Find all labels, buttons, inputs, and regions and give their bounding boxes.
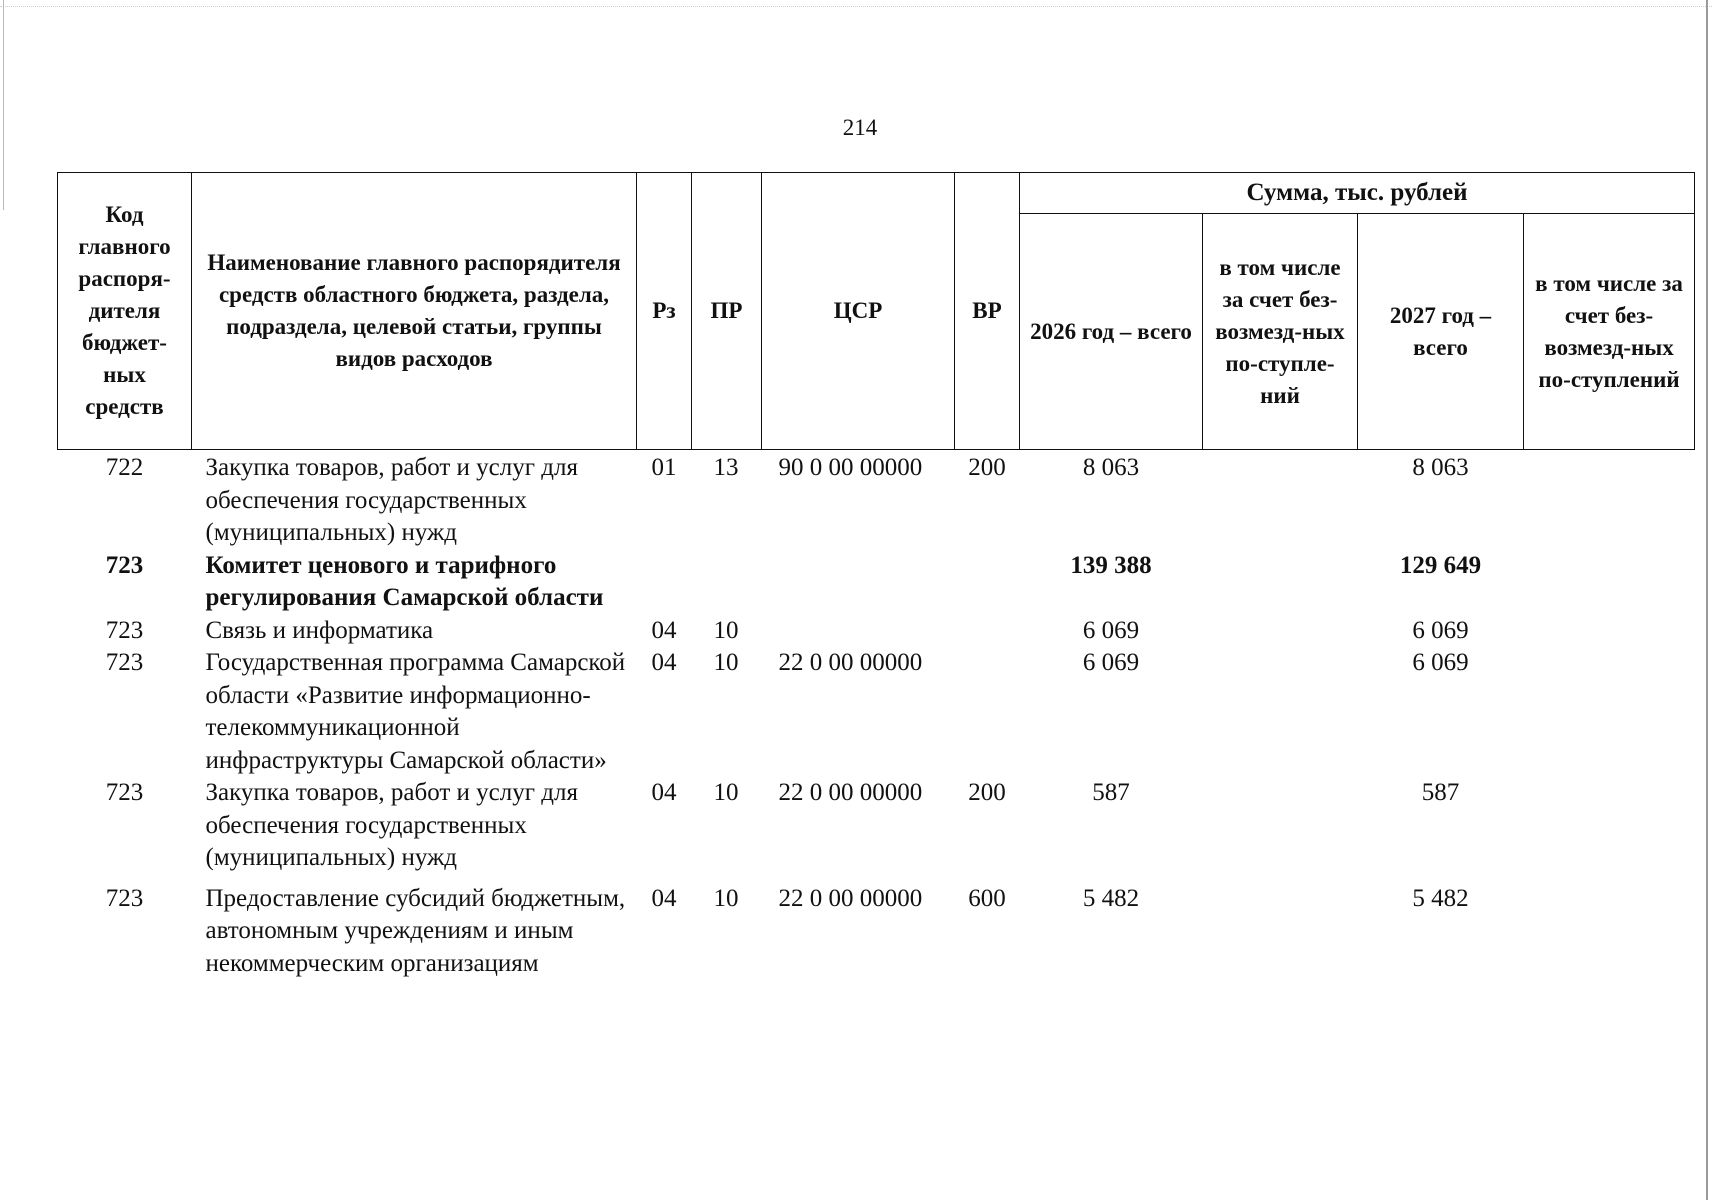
- cell-csr: [762, 550, 955, 615]
- header-csr: ЦСР: [762, 173, 955, 450]
- budget-table: [57, 172, 1695, 980]
- cell-2026-total: 8 063: [1082, 454, 1140, 481]
- cell-2026-total: 6 069: [1082, 616, 1140, 644]
- cell-name: Предоставление субсидий бюджетным, автономным учреждениям и иным некоммерческим организациям: [205, 884, 626, 977]
- table-header: [58, 173, 1695, 450]
- header-name: Наименование главного распорядителя средств областного бюджета, раздела, подраздела, целевой статьи, группы видов расходов: [192, 173, 637, 450]
- page-scan-edge-left: [3, 0, 4, 210]
- table-row: [58, 615, 1695, 648]
- header-rz: Рз: [637, 173, 692, 450]
- cell-name: Государственная программа Самарской области «Развитие информационно-телекоммуникационной инфраструктуры Самарской области»: [205, 649, 626, 774]
- cell-csr: 22 0 00 00000: [778, 779, 923, 806]
- header-2027-grants: в том числе за счет без-возмезд-ных по-ступлений: [1524, 214, 1695, 450]
- cell-2026-total: 6 069: [1082, 649, 1140, 676]
- cell-2027-grants: [1524, 777, 1695, 875]
- cell-2026-grants: [1203, 647, 1358, 777]
- table-body: [58, 450, 1695, 981]
- table-row: [58, 450, 1695, 550]
- header-2027-total: 2027 год – всего: [1358, 214, 1524, 450]
- cell-pr: 10: [713, 779, 739, 806]
- header-2026-grants: в том числе за счет без-возмезд-ных по-ступле-ний: [1203, 214, 1358, 450]
- cell-2026-total: 139 388: [1070, 551, 1152, 579]
- cell-2027-total: 8 063: [1412, 454, 1469, 481]
- cell-rz: 01: [651, 454, 677, 481]
- header-2026-total: 2026 год – всего: [1020, 214, 1203, 450]
- cell-pr: 10: [713, 649, 739, 676]
- cell-vr: 600: [968, 884, 1006, 912]
- cell-pr: 10: [713, 616, 739, 644]
- page-number: 214: [842, 115, 878, 140]
- cell-csr: 22 0 00 00000: [778, 649, 923, 676]
- cell-2027-grants: [1524, 615, 1695, 648]
- cell-rz: 04: [651, 884, 677, 912]
- table-row: [58, 875, 1695, 981]
- cell-code: 723: [105, 779, 144, 806]
- cell-code: 723: [105, 616, 144, 644]
- cell-2027-grants: [1524, 875, 1695, 981]
- cell-rz: 04: [651, 616, 677, 644]
- cell-vr: 200: [968, 779, 1006, 806]
- cell-2027-total: 6 069: [1412, 616, 1469, 644]
- cell-2026-grants: [1203, 450, 1358, 550]
- cell-2027-grants: [1524, 450, 1695, 550]
- header-pr: ПР: [692, 173, 762, 450]
- cell-2026-total: 587: [1092, 779, 1130, 806]
- cell-2027-grants: [1524, 647, 1695, 777]
- cell-2027-total: 129 649: [1399, 551, 1482, 579]
- cell-pr: 10: [713, 884, 739, 912]
- cell-name: Комитет ценового и тарифного регулирования Самарской области: [205, 551, 604, 611]
- cell-2026-grants: [1203, 615, 1358, 648]
- cell-code: 723: [105, 551, 144, 579]
- header-vr: ВР: [955, 173, 1020, 450]
- page-scan-edge-right: [1706, 0, 1708, 1200]
- table-row: [58, 550, 1695, 615]
- cell-2027-total: 5 482: [1412, 884, 1469, 912]
- cell-vr: [955, 647, 1020, 777]
- cell-code: 723: [105, 649, 144, 676]
- cell-rz: 04: [651, 649, 677, 676]
- cell-name: Закупка товаров, работ и услуг для обеспечения государственных (муниципальных) нужд: [205, 454, 578, 546]
- cell-2026-grants: [1203, 875, 1358, 981]
- cell-rz: [637, 550, 692, 615]
- cell-vr: 200: [968, 454, 1006, 481]
- header-code: Код главного распоря-дителя бюджет-ных средств: [58, 173, 192, 450]
- cell-2027-total: 587: [1421, 779, 1460, 806]
- cell-vr: [955, 615, 1020, 648]
- cell-vr: [955, 550, 1020, 615]
- table-row: [58, 647, 1695, 777]
- cell-rz: 04: [651, 779, 677, 806]
- header-sum: Сумма, тыс. рублей: [1020, 173, 1695, 214]
- table-row: [58, 777, 1695, 875]
- cell-name: Связь и информатика: [205, 616, 434, 644]
- cell-code: 723: [105, 884, 144, 912]
- cell-2026-total: 5 482: [1082, 884, 1140, 912]
- cell-2026-grants: [1203, 550, 1358, 615]
- cell-code: 722: [105, 454, 144, 481]
- cell-csr: 90 0 00 00000: [778, 454, 923, 481]
- cell-csr: 22 0 00 00000: [778, 884, 923, 912]
- cell-2026-grants: [1203, 777, 1358, 875]
- cell-2027-total: 6 069: [1412, 649, 1469, 676]
- cell-csr: [762, 615, 955, 648]
- cell-pr: 13: [713, 454, 739, 481]
- page-scan-edge-top: [0, 0, 1712, 7]
- cell-pr: [692, 550, 762, 615]
- cell-name: Закупка товаров, работ и услуг для обеспечения государственных (муниципальных) нужд: [205, 779, 578, 871]
- cell-2027-grants: [1524, 550, 1695, 615]
